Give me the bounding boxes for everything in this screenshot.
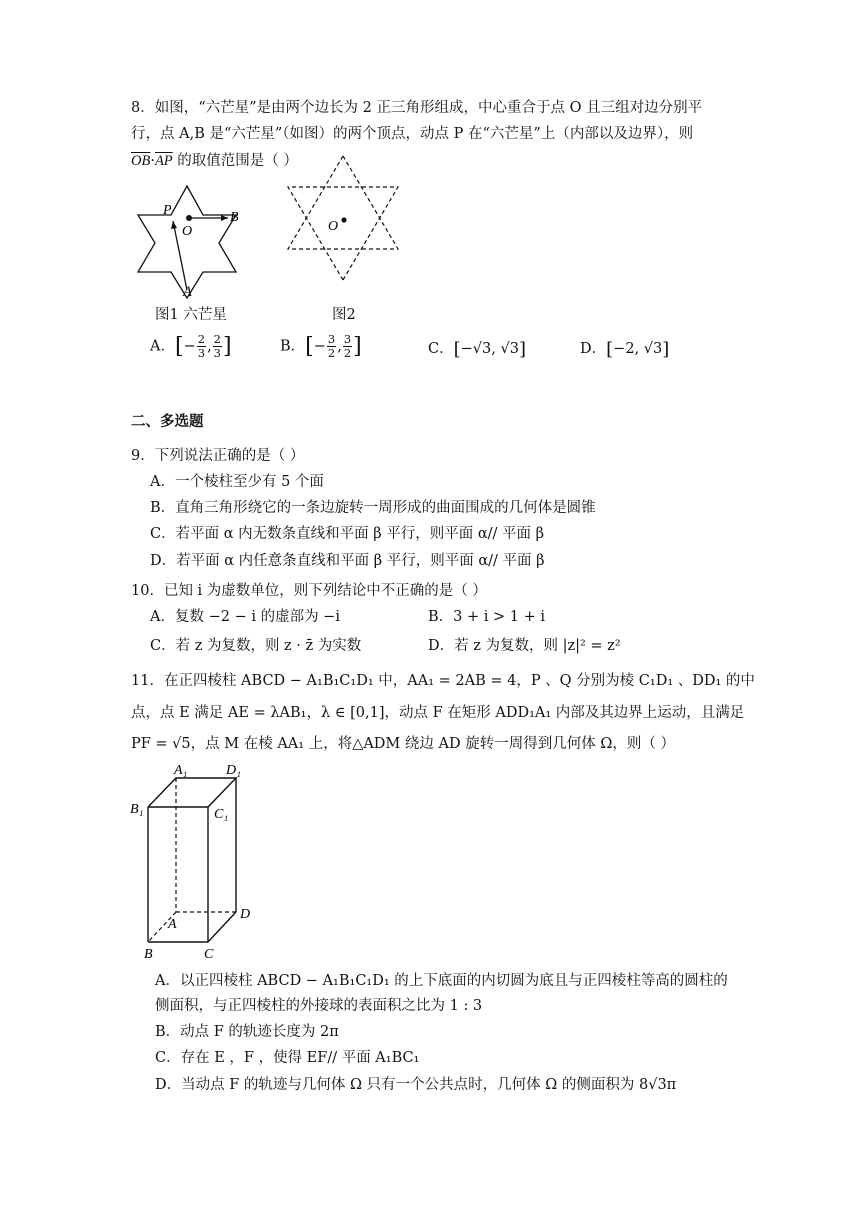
- q9-stem: 9．下列说法正确的是（ ）: [131, 448, 305, 464]
- q10-stem: 10．已知 i 为虚数单位，则下列结论中不正确的是（ ）: [131, 583, 487, 599]
- q11-option-b: B．动点 F 的轨迹长度为 2π: [155, 1024, 339, 1040]
- q9-option-a: A．一个棱柱至少有 5 个面: [150, 474, 324, 490]
- q11-option-c: C．存在 E ，F ，使得 EF// 平面 A₁BC₁: [155, 1050, 420, 1066]
- q9-option-d: D．若平面 α 内任意条直线和平面 β 平行，则平面 α// 平面 β: [150, 553, 545, 569]
- figure2-caption: 图2: [332, 307, 356, 323]
- point-o: [186, 215, 192, 221]
- label-b1: B₁: [130, 802, 144, 817]
- q10-option-d: D．若 z 为复数，则 |z|² = z²: [428, 638, 621, 654]
- frac-den: 3: [197, 346, 206, 360]
- label-b: B: [230, 210, 239, 225]
- hexagram-outline: [138, 186, 236, 298]
- frac-num: 2: [213, 332, 221, 346]
- arrowhead-b: [221, 215, 228, 221]
- dot-operator: ·: [150, 153, 155, 169]
- frac-num: 2: [197, 332, 206, 346]
- q11-option-a-line2: 侧面积，与正四棱柱的外接球的表面积之比为 1 : 3: [155, 998, 483, 1014]
- option-d-label: D．: [580, 341, 607, 357]
- q11-line3: PF = √5，点 M 在棱 AA₁ 上，将△ADM 绕边 AD 旋转一周得到几何体 Ω，则（ ）: [131, 736, 675, 752]
- label-o-fig2: O: [328, 219, 339, 234]
- q11-line2: 点，点 E 满足 AE = λAB₁，λ ∈ [0,1]，动点 F 在矩形 ADD₁A₁ 内部及其边界上运动，且满足: [131, 705, 745, 721]
- label-d1: D₁: [226, 763, 241, 778]
- prism-figure: [128, 760, 268, 964]
- q8-line1: 8．如图，“六芒星”是由两个边长为 2 正三角形组成，中心重合于点 O 且三组对边分别平: [131, 100, 703, 116]
- arrowhead-p: [171, 221, 177, 229]
- section-heading: 二、多选题: [131, 413, 204, 430]
- frac-num: 3: [327, 332, 336, 346]
- edge-cd: [208, 912, 236, 942]
- frac-num: 3: [343, 332, 352, 346]
- q8-line3-tail: 的取值范围是（ ）: [172, 153, 298, 169]
- q11-option-d: D．当动点 F 的轨迹与几何体 Ω 只有一个公共点时，几何体 Ω 的侧面积为 8√3π: [155, 1077, 677, 1093]
- q8-option-c: C．[−√3, √3]: [428, 338, 526, 360]
- vector-ap: $\overline{AP}$: [154, 153, 173, 169]
- q8-line3: [131, 150, 298, 172]
- q8-option-d: D．[−2, √3]: [580, 338, 670, 360]
- label-b: B: [144, 947, 153, 962]
- center-dot: [341, 217, 346, 222]
- q10-option-c: C．若 z 为复数，则 z · z̄ 为实数: [150, 638, 362, 654]
- hexagram-figure-2: [282, 152, 404, 286]
- q10-option-b: B．3 + i > 1 + i: [428, 609, 545, 625]
- q8-line2: 行，点 A,B 是“六芒星”（如图）的两个顶点，动点 P 在“六芒星”上（内部以及边界），则: [131, 126, 694, 142]
- option-c-content: −√3, √3: [460, 341, 519, 357]
- label-a: A: [168, 917, 177, 932]
- q10-option-a: A．复数 −2 − i 的虚部为 −i: [150, 609, 340, 625]
- q11-line1: 11．在正四棱柱 ABCD − A₁B₁C₁D₁ 中，AA₁ = 2AB = 4，P 、Q 分别为棱 C₁D₁ 、DD₁ 的中: [131, 673, 755, 689]
- frac-den: 2: [343, 346, 352, 360]
- label-a1: A₁: [174, 763, 188, 778]
- option-d-content: −2, √3: [613, 341, 663, 357]
- top-face: [148, 778, 236, 807]
- option-a-label: A．: [150, 338, 175, 355]
- triangle-down: [288, 187, 398, 280]
- option-b-label: B．: [280, 338, 306, 355]
- label-p: P: [163, 203, 172, 218]
- label-d: D: [240, 907, 251, 922]
- label-o: O: [182, 224, 193, 239]
- label-c1: C₁: [214, 807, 229, 822]
- q8-option-b: B．[− $\frac{3}{2}$ , $\frac{3}{2}$ ]: [280, 332, 362, 360]
- vector-ob: $\overline{OB}$: [131, 153, 151, 169]
- triangle-up: [288, 156, 398, 249]
- label-c: C: [204, 947, 214, 962]
- q8-option-a: A．[− $\frac{2}{3}$ , $\frac{2}{3}$ ]: [150, 332, 232, 360]
- frac-den: 3: [213, 346, 221, 360]
- q9-option-c: C．若平面 α 内无数条直线和平面 β 平行，则平面 α// 平面 β: [150, 526, 544, 542]
- q9-option-b: B．直角三角形绕它的一条边旋转一周形成的曲面围成的几何体是圆锥: [150, 500, 596, 516]
- option-c-label: C．: [428, 341, 454, 357]
- label-a: A: [183, 284, 192, 300]
- frac-den: 2: [327, 346, 336, 360]
- q11-option-a-line1: A．以正四棱柱 ABCD − A₁B₁C₁D₁ 的上下底面的内切圆为底且与正四棱柱等高的圆柱的: [155, 973, 728, 989]
- figure1-caption: 图1 六芒星: [155, 307, 227, 323]
